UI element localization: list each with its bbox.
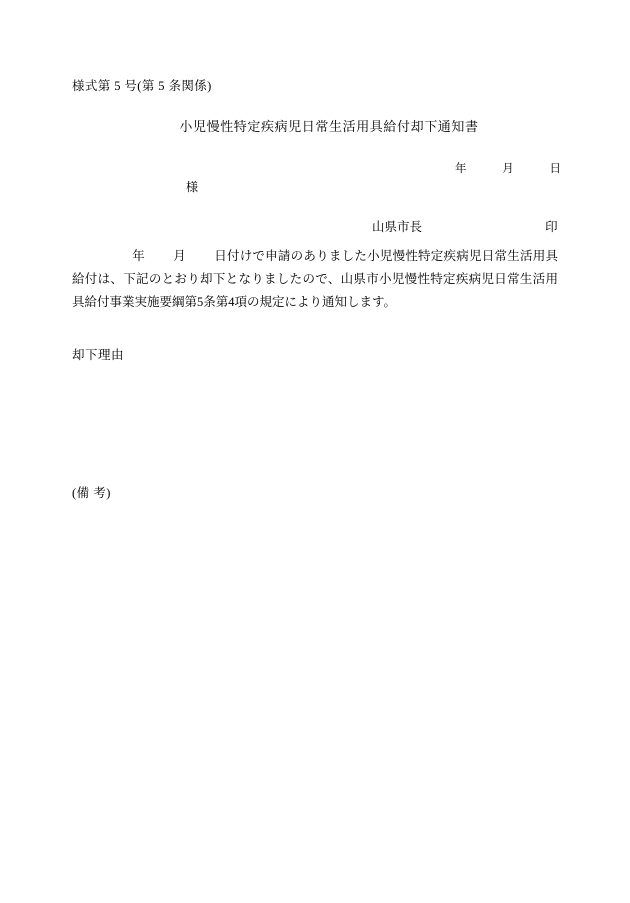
body-line-3: 業実施要綱第5条第4項の規定により通知します。	[122, 295, 397, 310]
remarks-label: (備 考)	[72, 486, 111, 500]
document-title: 小児慢性特定疾病児日常生活用具給付却下通知書	[179, 119, 479, 134]
application-date-year: 年	[132, 249, 145, 263]
body-line-2: は、下記のとおり却下となりましたので、山県市小児慢性特定疾病児日常生活用具給付事	[72, 272, 558, 310]
form-number: 様式第 5 号(第 5 条関係)	[72, 79, 212, 93]
rejection-reason-label: 却下理由	[72, 348, 125, 362]
issuer-line	[372, 217, 558, 235]
application-date-month: 月	[172, 249, 186, 263]
body-paragraph	[72, 245, 558, 314]
seal-mark: 印	[545, 220, 558, 234]
issue-date-year: 年	[455, 163, 467, 175]
body-line-1: 日付けで申請のありました小児慢性特定疾病児日常生活用具給付	[72, 249, 558, 287]
issuer-name: 山県市長	[372, 220, 423, 234]
addressee-suffix: 様	[186, 180, 199, 194]
issue-date-line	[455, 160, 561, 176]
issue-date-month: 月	[502, 163, 514, 175]
issue-date-day: 日	[549, 163, 561, 175]
